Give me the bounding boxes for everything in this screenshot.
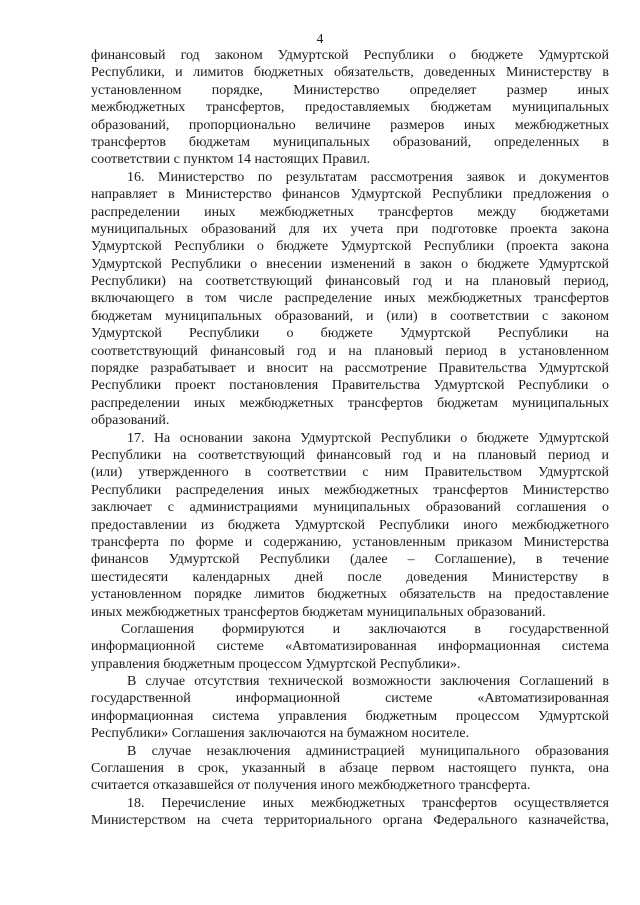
text-line: шестидесяти календарных дней после доведения Министерству в <box>91 569 609 585</box>
text-line: соответствии с пунктом 14 настоящих Правил. <box>91 152 371 168</box>
text-line: образований, пропорционально величине размеров иных межбюджетных <box>91 117 609 133</box>
text-line: Соглашения в срок, указанный в абзаце первом настоящего пункта, она <box>91 761 609 777</box>
text-line: 18. Перечисление иных межбюджетных трансфертов осуществляется <box>127 795 609 811</box>
text-line: Республики, и лимитов бюджетных обязательств, доведенных Министерству в <box>91 65 609 81</box>
text-line: финансовый год законом Удмуртской Республики о бюджете Удмуртской <box>91 48 609 63</box>
text-line: распределении иных межбюджетных трансфертов бюджетам муниципальных <box>91 395 609 411</box>
text-line: включающего в том числе распределение иных межбюджетных трансфертов <box>91 291 609 307</box>
text-line: информационная система управления бюджетным процессом Удмуртской <box>91 708 609 724</box>
text-line: Республики на соответствующий финансовый год и на плановый период и <box>91 447 609 463</box>
text-line: Соглашения формируются и заключаются в государственной <box>121 621 609 637</box>
text-line: финансов Удмуртской Республики (далее – Соглашение), в течение <box>91 552 609 568</box>
text-line: направляет в Министерство финансов Удмуртской Республики предложения о <box>91 187 609 203</box>
text-line: (или) утвержденного в соответствии с ним Правительством Удмуртской <box>91 465 609 481</box>
document-body <box>91 47 609 830</box>
text-line: считается отказавшейся от получения иного межбюджетного трансферта. <box>91 778 531 794</box>
text-line: образований. <box>91 413 170 429</box>
text-line: соответствующий финансовый год и на плановый период в установленном <box>91 343 609 359</box>
text-line: Удмуртской Республики о бюджете Удмуртской Республики (проекта закона <box>91 239 609 255</box>
text-line: государственной информационной системе «Автоматизированная <box>91 691 609 707</box>
text-line: заключает с администрациями муниципальных образований соглашения о <box>91 500 609 516</box>
text-line: Удмуртской Республики о внесении изменений в закон о бюджете Удмуртской <box>91 256 609 272</box>
text-line: трансфертов бюджетам муниципальных образований, определенных в <box>91 134 609 150</box>
text-line: Министерством на счета территориального органа Федерального казначейства, <box>91 813 609 829</box>
text-line: В случае отсутствия технической возможности заключения Соглашений в <box>127 674 609 690</box>
text-line: распределении иных межбюджетных трансфертов между бюджетами <box>91 204 609 220</box>
text-line: трансферта по форме и содержанию, установленным приказом Министерства <box>91 534 609 550</box>
text-line: бюджетам муниципальных образований, и (или) в соответствии с законом <box>91 308 609 324</box>
text-line: Республики распределения иных межбюджетных трансфертов Министерство <box>91 482 609 498</box>
text-line: иных межбюджетных трансфертов бюджетам муниципальных образований. <box>91 604 546 620</box>
text-line: Республики проект постановления Правительства Удмуртской Республики о <box>91 378 609 394</box>
text-line: установленном порядке, Министерство определяет размер иных <box>91 82 609 98</box>
text-line: В случае незаключения администрацией муниципального образования <box>127 743 609 759</box>
text-line: Удмуртской Республики о бюджете Удмуртской Республики на <box>91 326 609 342</box>
text-line: Республики» Соглашения заключаются на бумажном носителе. <box>91 726 470 742</box>
text-line: порядке разрабатывает и вносит на рассмотрение Правительства Удмуртской <box>91 361 609 377</box>
text-line: муниципальных образований для их учета при подготовке проекта закона <box>91 221 609 237</box>
text-line: установленном порядке лимитов бюджетных обязательств на предоставление <box>91 587 609 603</box>
text-line: предоставлении из бюджета Удмуртской Республики иного межбюджетного <box>91 517 609 533</box>
text-line: информационной системе «Автоматизированная информационная система <box>91 639 609 655</box>
text-line: Республики) на соответствующий финансовый год и на плановый период, <box>91 274 609 290</box>
page-number: 4 <box>316 31 324 46</box>
text-line: 17. На основании закона Удмуртской Республики о бюджете Удмуртской <box>127 430 609 446</box>
text-line: 16. Министерство по результатам рассмотрения заявок и документов <box>127 169 609 185</box>
text-line: управления бюджетным процессом Удмуртской Республики». <box>91 656 461 672</box>
text-line: межбюджетных трансфертов, предоставляемых бюджетам муниципальных <box>91 100 609 116</box>
